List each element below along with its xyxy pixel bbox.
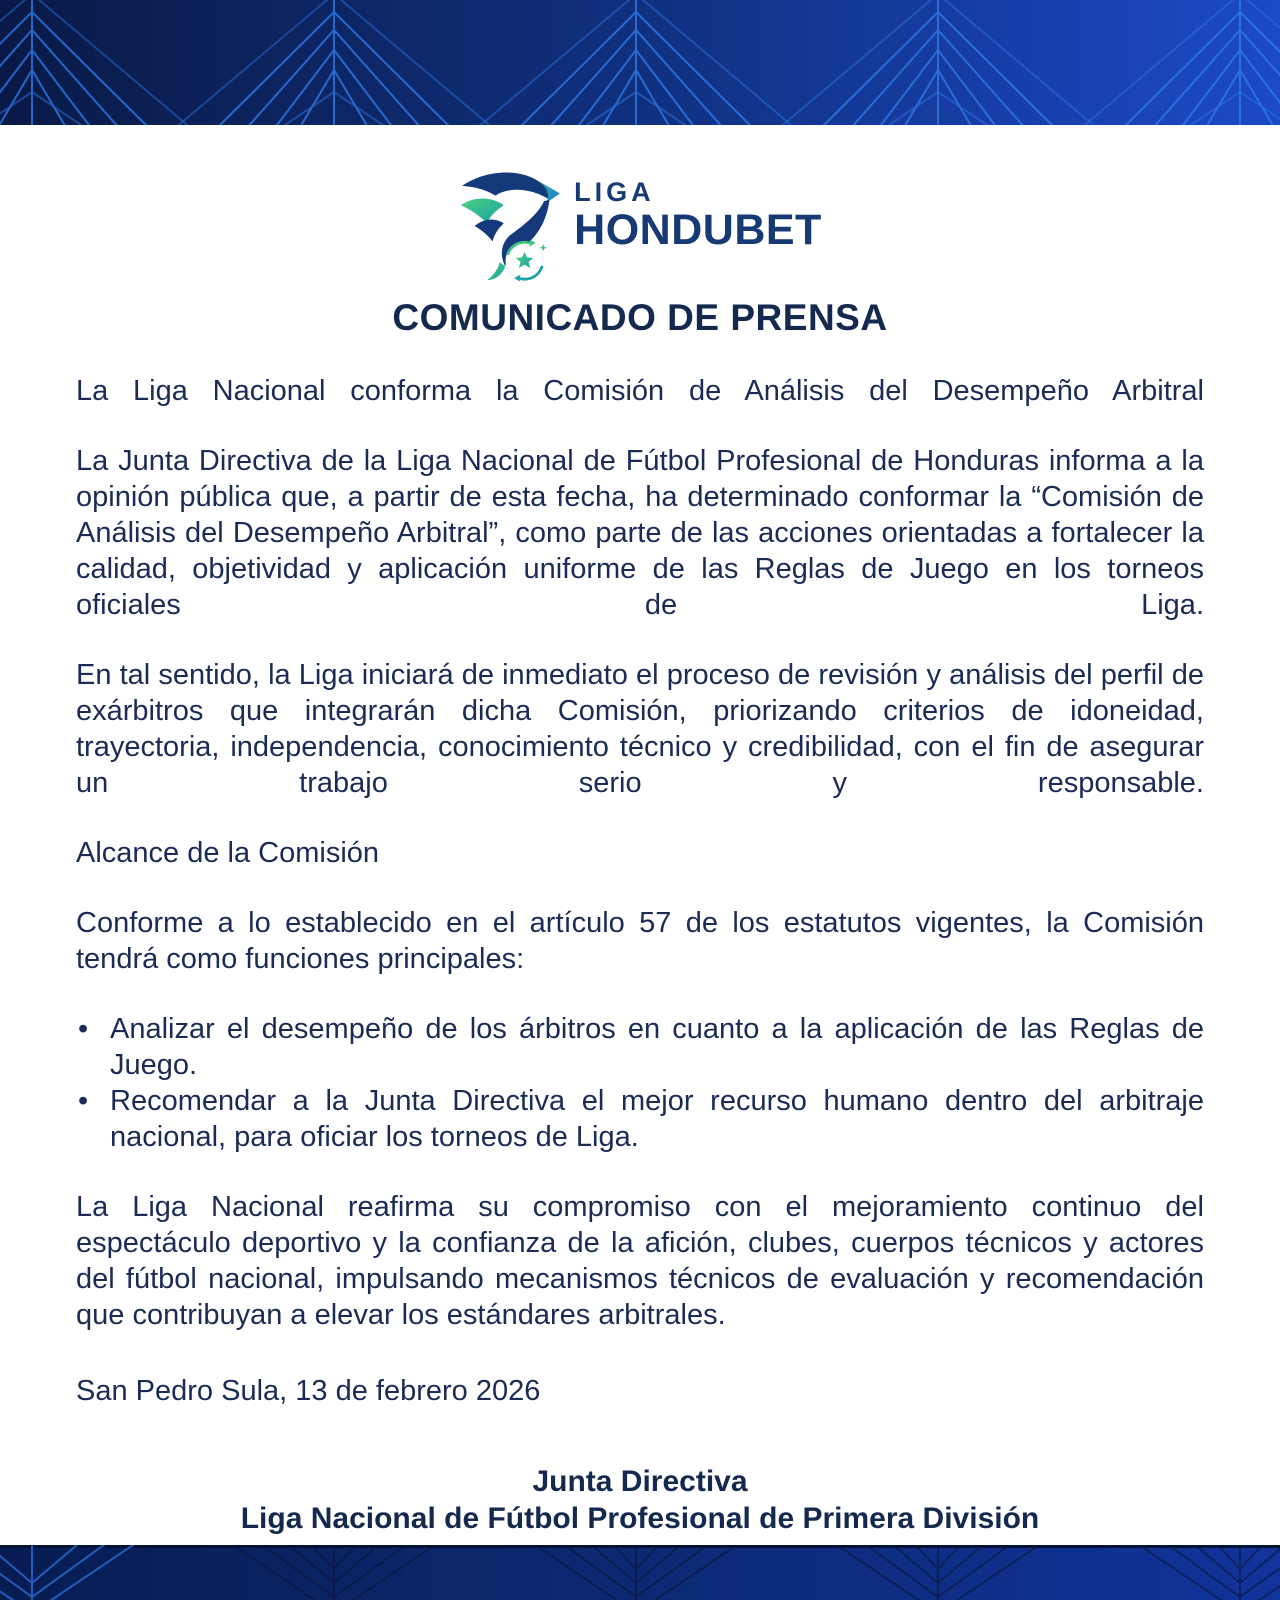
paragraph-compromiso: La Liga Nacional reafirma su compromiso con el mejoramiento continuo del espectáculo deportivo y la confianza de la afición, clubes, cuerpos técnicos y actores del fútbol nacional, impulsando mecanismos técnicos de evaluación y recomendación que contribuyan a elevar los estándares arbitrales.	[76, 1191, 1204, 1331]
liga-hondubet-logo	[0, 165, 1280, 283]
press-release-headline: La Liga Nacional conforma la Comisión de Análisis del Desempeño Arbitral	[76, 375, 1204, 407]
list-item	[76, 1083, 1204, 1155]
paragraph-intro: La Junta Directiva de la Liga Nacional de Fútbol Profesional de Honduras informa a la opinión pública que, a partir de esta fecha, ha determinado conformar la “Comisión de Análisis del Desempeño Arbitral”, como parte de las acciones orientadas a fortalecer la calidad, objetividad y aplicación uniforme de las Reglas de Juego en los torneos oficiales de Liga.	[76, 445, 1204, 621]
list-item	[76, 1011, 1204, 1083]
bullet-dot: •	[78, 1013, 89, 1045]
signature-block	[0, 1463, 1280, 1537]
dateline: San Pedro Sula, 13 de febrero 2026	[76, 1375, 541, 1407]
footer-chevron-pattern	[0, 1545, 1280, 1600]
logo-wordmark	[574, 165, 822, 253]
paragraph-proceso: En tal sentido, la Liga iniciará de inmediato el proceso de revisión y análisis del perfil de exárbitros que integrarán dicha Comisión, priorizando criterios de idoneidad, trayectoria, independencia, conocimiento técnico y credibilidad, con el fin de asegurar un trabajo serio y responsable.	[76, 659, 1204, 799]
logo-hondubet-text: HONDUBET	[574, 206, 822, 254]
page-title: COMUNICADO DE PRENSA	[392, 297, 888, 338]
paragraph-conforme: Conforme a lo establecido en el artículo 57 de los estatutos vigentes, la Comisión tendrá como funciones principales:	[76, 907, 1204, 975]
logo-liga-text: LIGA	[574, 177, 655, 207]
bullet-dot: •	[78, 1085, 89, 1117]
bullet-list	[76, 1011, 1204, 1155]
bird-with-football-icon	[458, 165, 562, 283]
signature-junta-directiva: Junta Directiva	[532, 1465, 748, 1498]
press-release-body	[0, 339, 1280, 1409]
section-heading-alcance: Alcance de la Comisión	[76, 837, 380, 869]
header-chevron-pattern	[0, 0, 1280, 125]
signature-liga-nacional: Liga Nacional de Fútbol Profesional de Primera División	[240, 1502, 1040, 1535]
bullet-text: Analizar el desempeño de los árbitros en cuanto a la aplicación de las Reglas de Juego.	[110, 1013, 1204, 1081]
bullet-text: Recomendar a la Junta Directiva el mejor recurso humano dentro del arbitraje nacional, para oficiar los torneos de Liga.	[110, 1085, 1204, 1153]
